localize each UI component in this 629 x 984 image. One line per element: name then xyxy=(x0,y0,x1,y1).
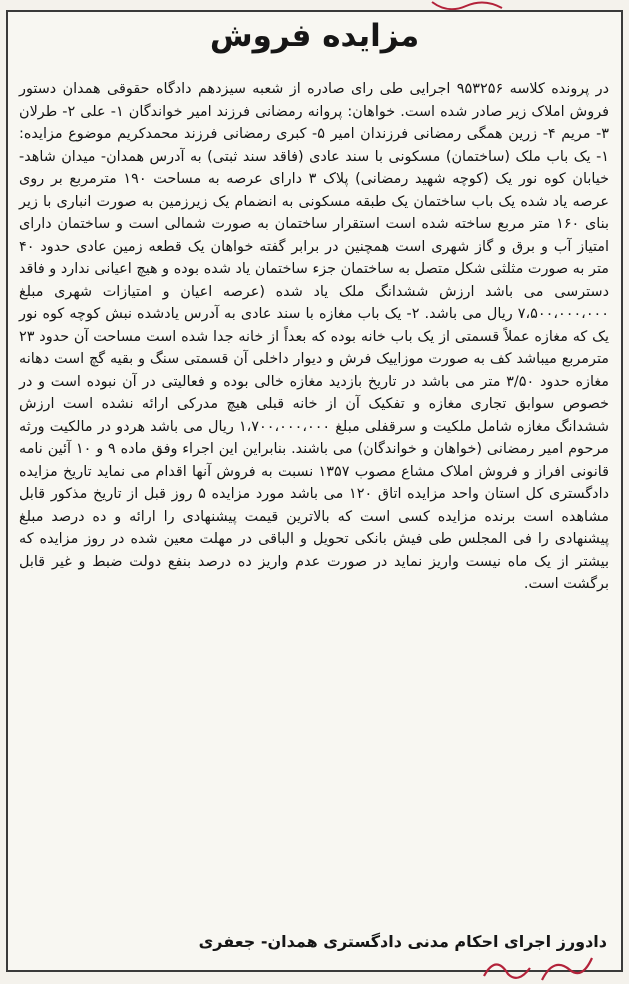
notice-signature: دادورز اجرای احکام مدنی دادگستری همدان- جعفری xyxy=(198,932,607,951)
handwritten-scribble-bottom xyxy=(478,950,598,984)
auction-notice xyxy=(6,10,623,972)
notice-title: مزایده فروش xyxy=(209,18,420,54)
notice-body: در پرونده کلاسه ۹۵۳۲۵۶ اجرایی طی رای صادره از شعبه سیزدهم دادگاه حقوقی همدان دستور فروش املاک زیر صادر شده است. خواهان: پروانه رمضانی فرزند امیر خواندگان ۱- علی ۲- طرلان ۳- مریم ۴- زرین همگی رمضانی فرزندان امیر ۵- کبری رمضانی فرزند محمدکریم موضوع مزایده: ۱- یک باب ملک (ساختمان) مسکونی با سند عادی (فاقد سند ثبتی) به آدرس همدان- میدان شاهد- خیابان کوه نور یک (کوچه شهید رمضانی) پلاک ۳ دارای عرصه به مساحت ۱۹۰ مترمربع بر روی عرصه یاد شده یک باب ساختمان یک طبقه مسکونی به انضمام یک زیرزمین به صورت انباری با زیر بنای ۱۶۰ متر مربع ساخته شده است استقرار ساختمان به صورت شمالی است و ساختمان دارای امتیاز آب و برق و گاز شهری است همچنین در برابر گفته خواهان یک قطعه زمین عادی حدود ۴۰ متر به صورت مثلثی شکل متصل به ساختمان جزء ساختمان یاد شده بوده و هیچ اعیانی ندارد و فاقد دسترسی می باشد ارزش ششدانگ ملک یاد شده (عرصه اعیان و امتیازات شهری مبلغ ۷،۵۰۰،۰۰۰،۰۰۰ ریال می باشد. ۲- یک باب مغازه با سند عادی به آدرس یادشده نبش کوچه کوه نور یک که مغازه عملاً قسمتی از یک باب خانه بوده که بعداً از خانه جدا شده است مساحت آن حدود ۲۳ مترمربع میباشد کف به صورت موزاییک فرش و دیوار داخلی آن قسمتی سنگ و بقیه گچ است دهانه مغازه حدود ۳/۵۰ متر می باشد در تاریخ بازدید مغازه خالی بوده و فعالیتی در آن نبوده است و در خصوص سوابق تجاری مغازه و تفکیک آن از خانه قبلی هیچ مدرکی ارائه نشده است ارزش ششدانگ مغازه شامل ملکیت و سرقفلی مبلغ ۱،۷۰۰،۰۰۰،۰۰۰ ریال می باشد هردو در مالکیت ورثه مرحوم امیر رمضانی (خواهان و خواندگان) می باشند. بنابراین این اجراء وفق ماده ۹ و ۱۰ آئین نامه قانونی افراز و فروش املاک مشاع مصوب ۱۳۵۷ نسبت به فروش آنها اقدام می نماید تاریخ مزایده دادگستری کل استان واحد مزایده اتاق ۱۲۰ می باشد مورد مزایده ۵ روز قبل از تاریخ مذکور قابل مشاهده است برنده مزایده کسی است که بالاترین قیمت پیشنهادی را ارائه و ده درصد مبلغ پیشنهادی را فی المجلس طی فیش بانکی تحویل و الباقی در مهلت معین شده در روز مزایده که بیشتر از یک ماه نیست واریز نماید در صورت عدم واریز ده درصد بنفع دولت ضبط و غیر قابل برگشت است. xyxy=(19,81,610,592)
